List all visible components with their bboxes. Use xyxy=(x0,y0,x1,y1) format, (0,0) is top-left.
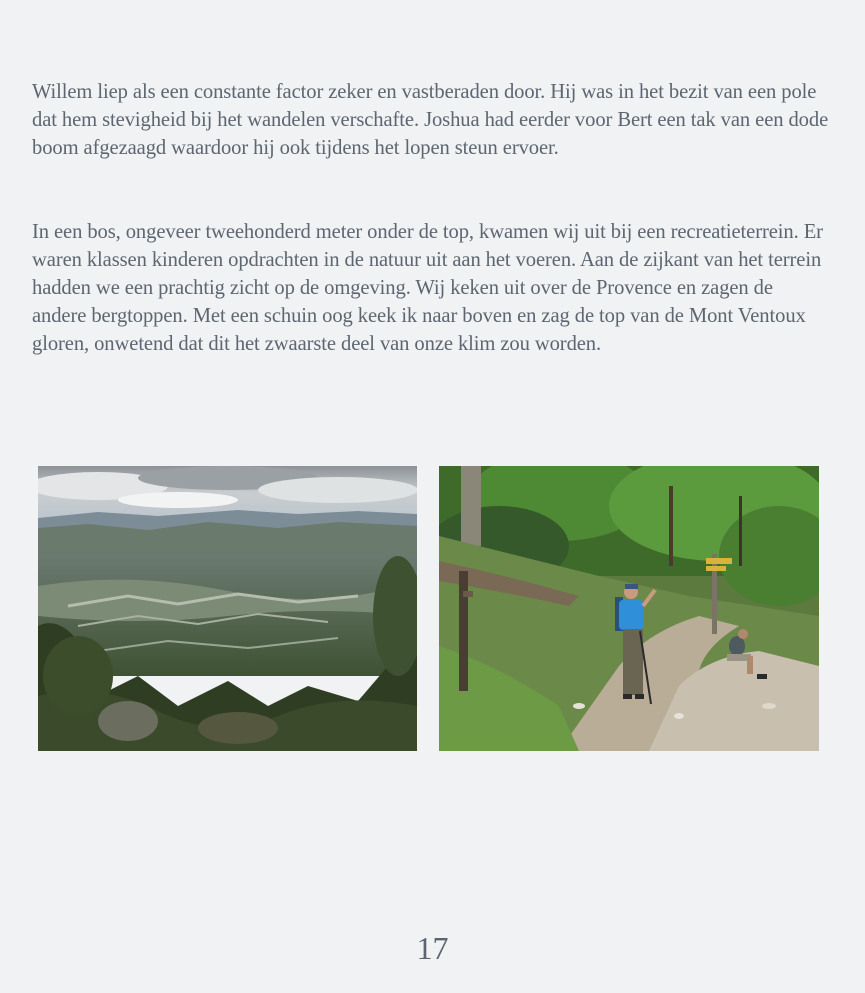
landscape-photo xyxy=(38,466,417,751)
hikers-trail-photo xyxy=(439,466,819,751)
paragraph-2: In een bos, ongeveer tweehonderd meter onder de top, kwamen wij uit bij een recreatieterrein. Er waren klassen kinderen opdrachten in de natuur uit aan het voeren. Aan de zijkant van het terrein hadden we een prachtig zicht op de omgeving. Wij keken uit over de Provence en zagen de andere bergtoppen. Met een schuin oog keek ik naar boven en zag de top van de Mont Ventoux gloren, onwetend dat dit het zwaarste deel van onze klim zou worden. xyxy=(32,221,823,355)
page-number: 17 xyxy=(416,930,449,966)
paragraph-1: Willem liep als een constante factor zeker en vastberaden door. Hij was in het bezit van een pole dat hem stevigheid bij het wandelen verschafte. Joshua had eerder voor Bert een tak van een dode boom afgezaagd waardoor hij ook tijdens het lopen steun ervoer. xyxy=(32,81,829,159)
